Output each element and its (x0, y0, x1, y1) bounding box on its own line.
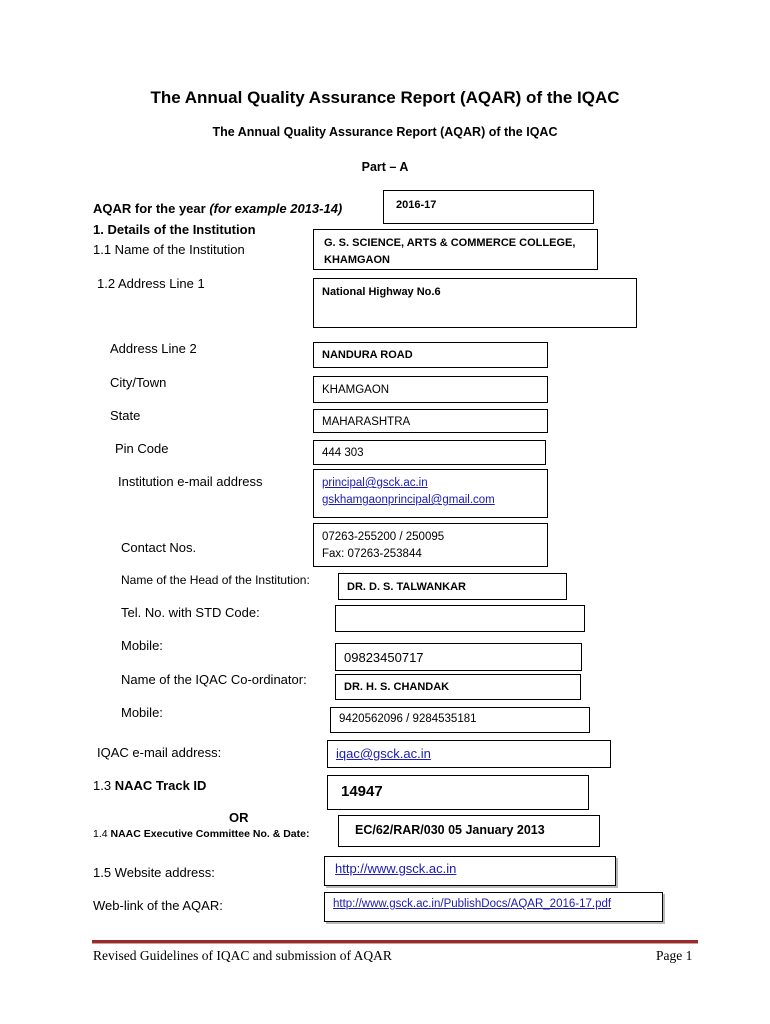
address-line1-label: 1.2 Address Line 1 (97, 276, 205, 291)
pin-code-field[interactable]: 444 303 (313, 440, 546, 465)
coordinator-mobile-field[interactable]: 9420562096 / 9284535181 (330, 707, 590, 733)
naac-track-field[interactable]: 14947 (327, 775, 589, 810)
aqar-year-label: AQAR for the year (for example 2013-14) (93, 201, 343, 216)
website-label: 1.5 Website address: (93, 865, 215, 880)
email-link-principal[interactable]: principal@gsck.ac.in (322, 477, 428, 489)
or-label: OR (229, 810, 249, 825)
contact-field[interactable]: 07263-255200 / 250095 Fax: 07263-253844 (313, 523, 548, 567)
iqac-email-link[interactable]: iqac@gsck.ac.in (336, 746, 431, 761)
head-mobile-field[interactable]: 09823450717 (335, 643, 582, 671)
institution-name-label: 1.1 Name of the Institution (93, 242, 245, 257)
weblink-field[interactable] (324, 892, 663, 922)
pin-code-label: Pin Code (115, 441, 169, 456)
coordinator-label: Name of the IQAC Co-ordinator: (121, 672, 307, 687)
page-number: Page 1 (656, 948, 693, 963)
address-line2-label: Address Line 2 (110, 341, 197, 356)
weblink-link[interactable]: http://www.gsck.ac.in/PublishDocs/AQAR_2016-17.pdf (333, 898, 612, 910)
coordinator-field[interactable]: DR. H. S. CHANDAK (335, 674, 581, 700)
contact-label: Contact Nos. (121, 540, 197, 555)
website-link[interactable]: http://www.gsck.ac.in (335, 861, 457, 876)
tel-label: Tel. No. with STD Code: (121, 605, 260, 620)
page-subtitle: The Annual Quality Assurance Report (AQAR) of the IQAC (212, 125, 558, 139)
footer-left: Revised Guidelines of IQAC and submission of AQAR (93, 948, 392, 963)
tel-field[interactable] (335, 605, 585, 632)
head-name-field[interactable]: DR. D. S. TALWANKAR (338, 573, 567, 600)
part-heading: Part – A (361, 160, 409, 174)
head-name-label: Name of the Head of the Institution: (121, 573, 310, 587)
head-mobile-label: Mobile: (121, 638, 163, 653)
iqac-email-field[interactable] (327, 740, 611, 768)
naac-committee-label: 1.4 NAAC Executive Committee No. & Date: (93, 828, 310, 840)
website-field[interactable] (324, 856, 616, 886)
institution-name-field[interactable]: G. S. SCIENCE, ARTS & COMMERCE COLLEGE, KHAMGAON (313, 229, 598, 270)
coordinator-mobile-label: Mobile: (121, 705, 163, 720)
weblink-label: Web-link of the AQAR: (93, 898, 223, 913)
institution-email-label: Institution e-mail address (118, 474, 263, 489)
institution-email-field[interactable] (313, 469, 548, 518)
city-field[interactable]: KHAMGAON (313, 376, 548, 403)
address-line1-field[interactable]: National Highway No.6 (313, 278, 637, 328)
page-title: The Annual Quality Assurance Report (AQAR) of the IQAC (150, 88, 620, 107)
email-link-gmail[interactable]: gskhamgaonprincipal@gmail.com (322, 494, 495, 506)
iqac-email-label: IQAC e-mail address: (97, 745, 222, 760)
aqar-year-example: (for example 2013-14) (209, 201, 343, 216)
state-label: State (110, 408, 141, 423)
aqar-year-field[interactable]: 2016-17 (383, 190, 594, 224)
city-label: City/Town (110, 375, 167, 390)
address-line2-field[interactable]: NANDURA ROAD (313, 342, 548, 368)
state-field[interactable]: MAHARASHTRA (313, 409, 548, 433)
naac-track-label: 1.3 NAAC Track ID (93, 778, 207, 793)
section-heading: 1. Details of the Institution (93, 222, 256, 237)
footer-divider (92, 940, 698, 944)
naac-committee-field[interactable]: EC/62/RAR/030 05 January 2013 (338, 815, 600, 847)
